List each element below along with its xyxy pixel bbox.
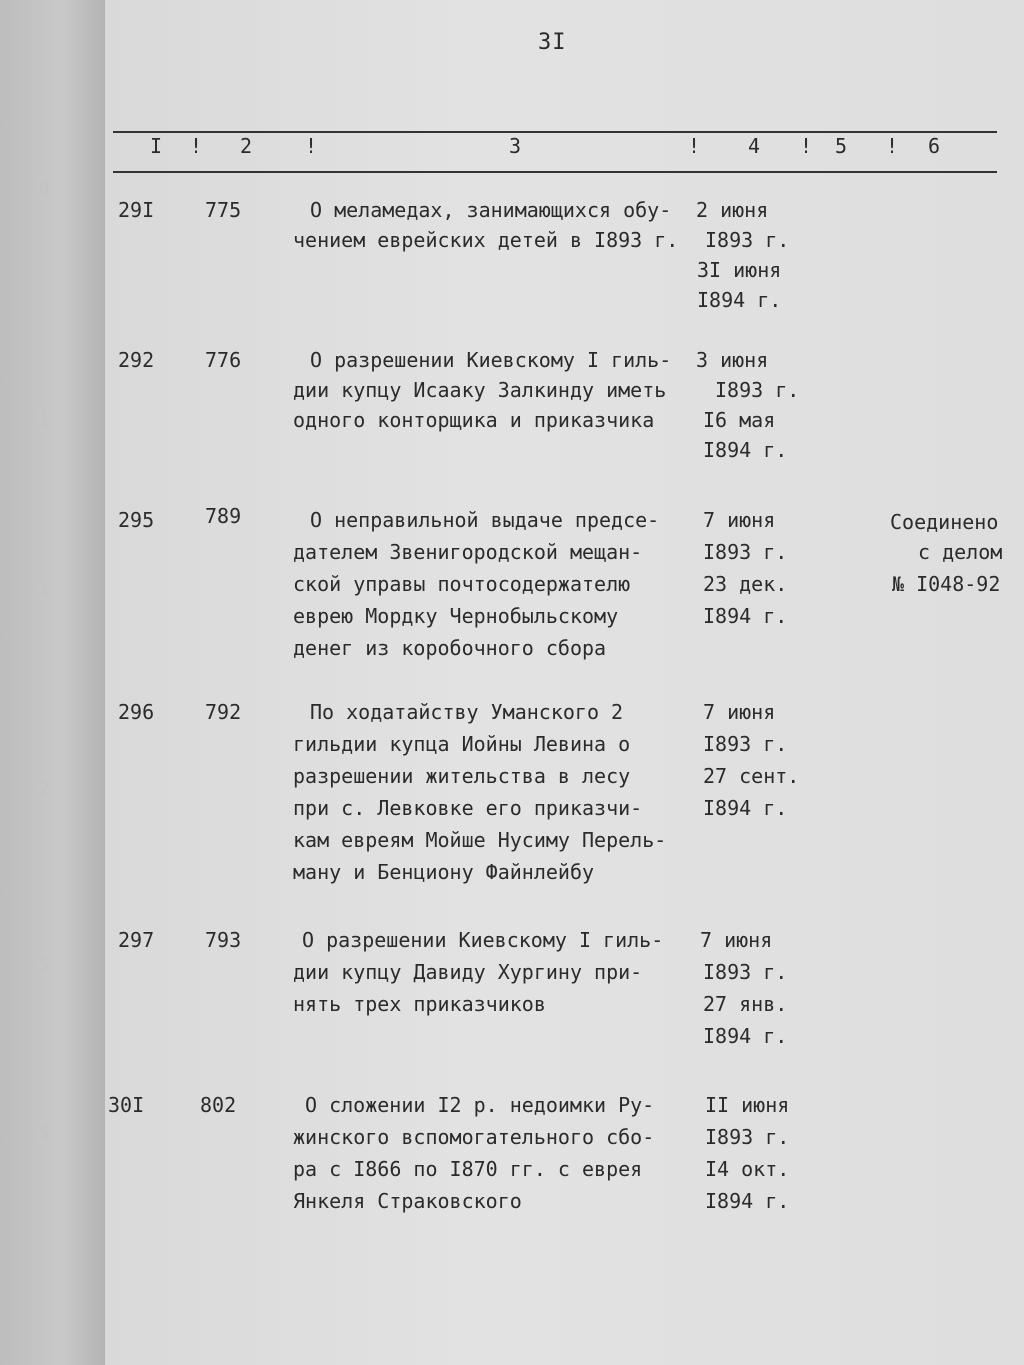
header-col-1: I (150, 134, 163, 158)
date-line: 2 июня (696, 198, 769, 222)
description-line: ской управы почтосодержателю (293, 572, 631, 596)
case-number: 775 (205, 198, 242, 222)
description-line: кам евреям Мойше Нусиму Перель- (293, 828, 667, 852)
description-line: дии купцу Исааку Залкинду иметь (293, 378, 667, 402)
bleed-through-text: 72 (28, 779, 50, 800)
description-line: О меламедах, занимающихся обу- (310, 198, 672, 222)
note-line: с делом (918, 540, 1003, 564)
row-number: 296 (118, 700, 155, 724)
page-number: 3I (538, 30, 567, 55)
description-line: О разрешении Киевскому I гиль- (302, 928, 664, 952)
description-line: О разрешении Киевскому I гиль- (310, 348, 672, 372)
description-line: О неправильной выдаче предсе- (310, 508, 660, 532)
date-line: II июня (705, 1093, 790, 1117)
header-separator: ! (800, 134, 813, 158)
description-line: дателем Звенигородской мещан- (293, 540, 643, 564)
date-line: 3 июня (696, 348, 769, 372)
bleed-through-text: 70 (28, 179, 50, 200)
description-line: чением еврейских детей в I893 г. (293, 228, 679, 252)
header-separator: ! (305, 134, 318, 158)
header-separator: ! (886, 134, 899, 158)
date-line: I893 г. (715, 378, 800, 402)
case-number: 792 (205, 700, 242, 724)
header-bottom-rule (113, 171, 997, 173)
date-line: I4 окт. (705, 1157, 790, 1181)
description-line: жинского вспомогательного сбо- (293, 1125, 655, 1149)
date-line: I894 г. (697, 288, 782, 312)
row-number: 29I (118, 198, 155, 222)
date-line: I893 г. (705, 228, 790, 252)
case-number: 789 (205, 504, 242, 528)
description-line: О сложении I2 р. недоимки Ру- (305, 1093, 655, 1117)
bleed-through-text: 75 (28, 954, 50, 975)
description-line: денег из коробочного сбора (293, 636, 607, 660)
header-col-5: 5 (835, 134, 848, 158)
description-line: дии купцу Давиду Хургину при- (293, 960, 643, 984)
description-line: ра с I866 по I870 гг. с еврея (293, 1157, 643, 1181)
description-line: Янкеля Страковского (293, 1189, 522, 1213)
description-line: ману и Бенциону Файнлейбу (293, 860, 595, 884)
header-col-2: 2 (240, 134, 253, 158)
case-number: 802 (200, 1093, 237, 1117)
bleed-through-text: 75 (28, 1124, 50, 1145)
description-line: еврею Мордку Чернобыльскому (293, 604, 619, 628)
row-number: 295 (118, 508, 155, 532)
date-line: I894 г. (703, 604, 788, 628)
row-number: 292 (118, 348, 155, 372)
date-line: I894 г. (703, 438, 788, 462)
date-line: I894 г. (703, 796, 788, 820)
note-line: Соединено (890, 510, 999, 534)
description-line: одного конторщика и приказчика (293, 408, 655, 432)
header-separator: ! (688, 134, 701, 158)
description-line: при с. Левковке его приказчи- (293, 796, 643, 820)
case-number: 793 (205, 928, 242, 952)
row-number: 30I (108, 1093, 145, 1117)
header-col-3: 3 (509, 134, 522, 158)
date-line: I894 г. (705, 1189, 790, 1213)
date-line: I893 г. (703, 732, 788, 756)
date-line: 7 июня (703, 700, 776, 724)
date-line: 3I июня (697, 258, 782, 282)
bleed-through-text: 71 (28, 579, 50, 600)
date-line: 27 янв. (703, 992, 788, 1016)
description-line: гильдии купца Иойны Левина о (293, 732, 631, 756)
date-line: I893 г. (703, 960, 788, 984)
header-col-4: 4 (748, 134, 761, 158)
row-number: 297 (118, 928, 155, 952)
date-line: I6 мая (703, 408, 776, 432)
date-line: I893 г. (703, 540, 788, 564)
date-line: 7 июня (700, 928, 773, 952)
date-line: 7 июня (703, 508, 776, 532)
case-number: 776 (205, 348, 242, 372)
header-top-rule (113, 131, 997, 133)
note-line: № I048-92 (892, 572, 1001, 596)
bleed-through-text: 71 (28, 409, 50, 430)
date-line: I894 г. (703, 1024, 788, 1048)
description-line: нять трех приказчиков (293, 992, 546, 1016)
description-line: разрешении жительства в лесу (293, 764, 631, 788)
date-line: I893 г. (705, 1125, 790, 1149)
header-col-6: 6 (928, 134, 941, 158)
date-line: 27 сент. (703, 764, 800, 788)
date-line: 23 дек. (703, 572, 788, 596)
table-row (0, 195, 1024, 312)
header-separator: ! (190, 134, 203, 158)
description-line: По ходатайству Уманского 2 (310, 700, 624, 724)
